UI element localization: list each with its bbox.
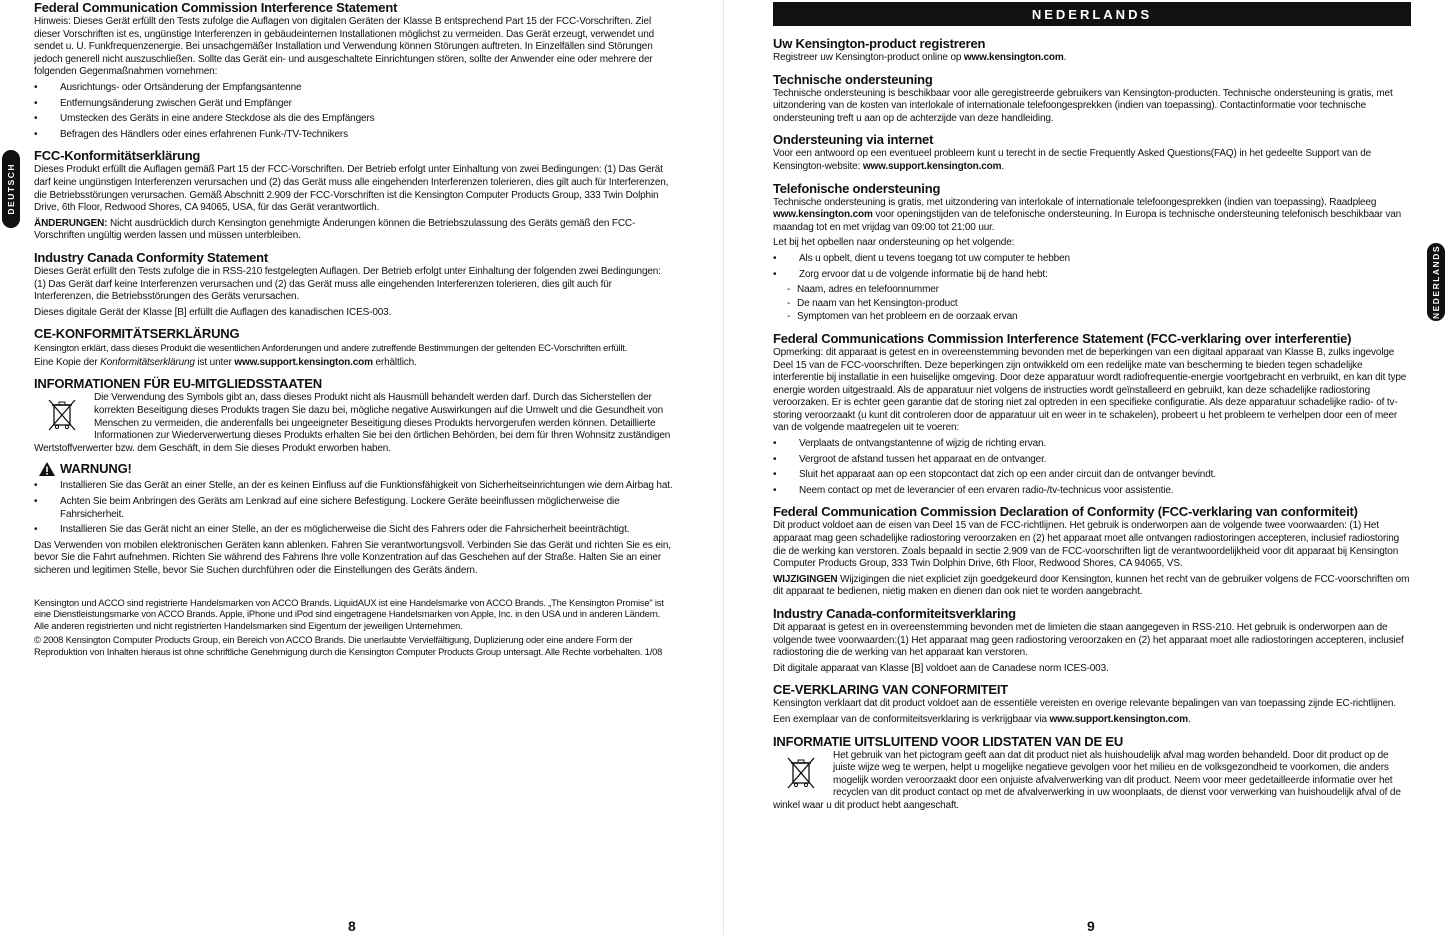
register-title: Uw Kensington-product registreren (773, 36, 986, 51)
ic-title: Industry Canada-conformiteitsverklaring (773, 606, 1016, 621)
list-item: • Sluit het apparaat aan op een stopcontact dat zich op een ander circuit dan de ontvanger bevindt. (773, 469, 1413, 482)
list-item: • Verplaats de ontvangstantenne of wijzig de richting ervan. (773, 438, 1413, 451)
fcc-title: Federal Communications Commission Interference Statement (FCC-verklaring over interferentie) (773, 330, 1352, 346)
ic-body-2: Dit digitale apparaat van Klasse [B] voldoet aan de Canadese norm ICES-003. (773, 662, 1109, 674)
warning-body: Das Verwenden von mobilen elektronischen Geräten kann ablenken. Fahren Sie verantwortungsvoll. Verbinden Sie das Gerät und richten Sie es ein, bevor Sie die Fahrt aufnehmen. Richten Sie während des Fahrens Ihre volle Konzentration auf das Geschehen auf der Straße. Halten Sie an einer sicheren und legitimen Stelle, bevor Sie Suchen durchführen oder die Einstellungen des Geräts ändern. (34, 539, 671, 576)
warning-icon (38, 461, 56, 477)
phone-bullets (773, 253, 1413, 281)
trademarks: Kensington und ACCO sind registrierte Handelsmarken von ACCO Brands. LiquidAUX ist eine Handelsmarke von ACCO Brands. „The Kensington Promise" ist eine Dienstleistungsmarke von ACCO Brands. Apple, iPhone und iPod sind eingetragene Handelsmarken von Apple, Inc. in den USA und in anderen Ländern. Alle anderen registrierten und nicht registrierten Handelsmarken sind Eigentum der jeweiligen Unternehmen. (34, 596, 664, 631)
ic-title: Industry Canada Conformity Statement (34, 249, 269, 265)
crossed-bin-icon (42, 394, 82, 434)
tech-title: Technische ondersteuning (773, 71, 933, 87)
changes-paragraph (773, 574, 1413, 599)
register-body: Registreer uw Kensington-product online op www.kensington.com. (773, 52, 1067, 63)
list-item: • Achten Sie beim Anbringen des Geräts am Lenkrad auf eine sichere Befestigung. Lockere Geräte beeinflussen möglicherweise die Fahrsicherheit. (34, 496, 674, 521)
list-item: • Umstecken des Geräts in eine andere Steckdose als die des Empfängers (34, 113, 674, 126)
list-item: - Naam, adres en telefoonnummer (773, 284, 1413, 297)
ce-body: Kensington verklaart dat dit product voldoet aan de essentiële vereisten en overige relevante bepalingen van van toepassing zijnde EC-richtlijnen. (773, 698, 1396, 710)
eu-paragraph (34, 392, 674, 455)
ce-copy: Eine Kopie der Konformitätserklärung ist unter www.support.kensington.com erhältlich. (34, 356, 417, 368)
eu-title: INFORMATIE UITSLUITEND VOOR LIDSTATEN VAN DE EU (773, 733, 1124, 749)
support-link[interactable]: www.support.kensington.com (1049, 713, 1189, 725)
phone-body: Technische ondersteuning is gratis, met uitzondering van interlokale of internationale telefoongesprekken (indien van toepassing). Raadpleeg www.kensington.com voor openingstijden van de telefonische ondersteuning. In Europa is technische ondersteuning telefonisch beschikbaar van maandag tot en met vrijdag van 09:00 tot 21:00 uur. (773, 196, 1402, 233)
eu-paragraph (773, 750, 1413, 813)
changes-body: Wijzigingen die niet expliciet zijn goedgekeurd door Kensington, kunnen het recht van de gebruiker volgens de FCC-voorschriften om dit apparaat te bedienen, nietig maken en dienen dan ook niet te worden aangebracht. (773, 573, 1410, 598)
list-item: • Neem contact op met de leverancier of een ervaren radio-/tv-technicus voor assistentie. (773, 485, 1413, 498)
ic-body: Dieses Gerät erfüllt den Tests zufolge die in RSS-210 festgelegten Auflagen. Der Betrieb erfolgt unter Einhaltung der folgenden zwei Bedingungen: (1) Das Gerät darf keine Interferenzen verursachen und (2) das Gerät muss alle eingehenden Interferenzen tolerieren, dies gilt auch für Interferenzen, die Betriebsstörungen des Geräts verursachen. (34, 265, 661, 303)
kensington-link[interactable]: www.kensington.com (773, 209, 873, 221)
crossed-bin-icon (781, 752, 821, 792)
list-item: • Als u opbelt, dient u tevens toegang tot uw computer te hebben (773, 253, 1413, 266)
ce-copy: Een exemplaar van de conformiteitsverklaring is verkrijgbaar via www.support.kensington.com. (773, 713, 1191, 725)
side-tab-nederlands: NEDERLANDS (1427, 243, 1445, 321)
web-body: Voor een antwoord op een eventueel probleem kunt u terecht in de sectie Frequently Asked Questions(FAQ) in het gedeelte Support van de Kensington-website: www.support.kensington.com. (773, 148, 1372, 172)
ce-title: CE-KONFORMITÄTSERKLÄRUNG (34, 326, 240, 342)
doc-title: Federal Communication Commission Declaration of Conformity (FCC-verklaring van conformiteit) (773, 504, 1358, 520)
ce-body: Kensington erklärt, dass dieses Produkt die wesentlichen Anforderungen und andere zutreffende Bestimmungen der geltenden EC-Vorschriften erfüllt. (34, 342, 628, 354)
list-item: • Vergroot de afstand tussen het apparaat en de ontvanger. (773, 454, 1413, 467)
eu-title: INFORMATIONEN FÜR EU-MITGLIEDSSTAATEN (34, 376, 322, 392)
conformity-title: FCC-Konformitätserklärung (34, 148, 201, 164)
fcc-body: Opmerking: dit apparaat is getest en in overeenstemming bevonden met de beperkingen van een digitaal apparaat van Klasse B, zulks ingevolge Deel 15 van de FCC-voorschriften. Deze beperkingen zijn ontwikkeld om een redelijke mate van bescherming te bieden tegen schadelijke interferentie bij installatie in een huiselijke omgeving. Door deze apparatuur wordt radiofrequentie-energie voortgebracht en verbruikt, en kan dit type energie worden uitgestraald. Als de apparatuur niet volgens de instructies wordt geïnstalleerd en gebruikt, kan deze schadelijke radiostoring veroorzaken. Er is echter geen garantie dat de storing niet zal optreden in een specifieke configuratie. Als deze apparatuur schadelijke radio- of tv-storing veroorzaakt (u kunt dit controleren door de apparatuur uit en weer in te schakelen), probeert u het probleem te verhelpen door een of meer van de volgende maatregelen uit te voeren: (773, 346, 1407, 434)
list-item: - De naam van het Kensington-product (773, 298, 1413, 311)
warning-heading: WARNUNG! (38, 461, 674, 477)
doc-body: Dit product voldoet aan de eisen van Deel 15 van de FCC-richtlijnen. Het gebruik is onderworpen aan de volgende twee voorwaarden: (1) Het apparaat mag geen schadelijke radiostoring veroorzaken en (2) het apparaat moet alle ontvangen radiostoringen accepteren, inclusief radiostoring die de werking kan verstoren. Zoals bepaald in sectie 2.909 van de FCC-voorschriften ligt de verantwoordelijkheid voor dit apparaat bij Kensington Computer Products Group, 333 Twin Dolphin Drive, 6th Floor, Redwood Shores, CA 94065, VS. (773, 520, 1400, 570)
language-banner: NEDERLANDS (773, 2, 1411, 26)
fcc-body: Hinweis: Dieses Gerät erfüllt den Tests zufolge die Auflagen von digitalen Geräten der Klasse B entsprechend Part 15 der FCC-Vorschriften. Ziel dieser Vorschriften ist es, ungünstige Interferenzen in gebäudeinternen Installationen möglichst zu vermeiden. Das Gerät erzeugt, verwendet und sendet u. U. Funkfrequenzenergie. Bei unsachgemäßer Installation und Verwendung können Störungen auftreten. In Einzelfällen sind Störungen jedoch generell nicht auszuschließen. Sollte das Gerät ein- und ausgeschaltete Einrichtungen stören, sollte der Anwender eine oder mehrere der folgenden Gegenmaßnahmen vornehmen: (34, 16, 655, 78)
kensington-link[interactable]: www.kensington.com (963, 52, 1064, 63)
support-link[interactable]: www.support.kensington.com (862, 160, 1002, 172)
page-right (773, 36, 1413, 935)
side-tab-deutsch: DEUTSCH (2, 150, 20, 228)
list-item: • Befragen des Händlers oder eines erfahrenen Funk-/TV-Technikers (34, 129, 674, 142)
tech-body: Technische ondersteuning is beschikbaar voor alle geregistreerde gebruikers van Kensington-producten. Technische ondersteuning is gratis, met uitzondering van de kosten van interlokale of internationale telefoongesprekken (indien van toepassing). Contactinformatie voor technische ondersteuning treft u aan op de achterzijde van deze handleiding. (773, 87, 1393, 124)
conformity-body: Dieses Produkt erfüllt die Auflagen gemäß Part 15 der FCC-Vorschriften. Der Betrieb erfolgt unter Einhaltung von zwei Bedingungen: (1) Das Gerät darf keine ungünstigen Interferenzen verursachen und (2) das Gerät muss alle eingehenden Interferenzen tolerieren, dies gilt auch für Interferenzen, die Betriebsstörungen verursachen. Gemäß Abschnitt 2.909 der FCC-Vorschriften ist die Kensington Computer Products Group, 333 Twin Dolphin Drive, 6th Floor, Redwood Shores, CA 94065, USA, für das Gerät verantwortlich. (34, 164, 669, 214)
ic-body-2: Dieses digitale Gerät der Klasse [B] erfüllt die Auflagen des kanadischen ICES-003. (34, 306, 392, 318)
changes-label: ÄNDERUNGEN: (34, 217, 108, 229)
phone-dash-list (773, 284, 1413, 324)
ic-body: Dit apparaat is getest en in overeenstemming bevonden met de limieten die staan aangegeven in RSS-210. Het gebruik is onderworpen aan de volgende twee voorwaarden:(1) Het apparaat mag geen radiostoring veroorzaken en (2) het apparaat moet alle radiostoringen accepteren, inclusief radiostoring die de werking van het apparaat kan verstoren. (773, 622, 1404, 659)
fcc-bullets (773, 438, 1413, 497)
changes-body: Nicht ausdrücklich durch Kensington genehmigte Änderungen können die Betriebszulassung des Geräts gemäß den FCC-Vorschriften ungültig werden lassen und müssen unterbleiben. (34, 217, 636, 242)
list-item: • Entfernungsänderung zwischen Gerät und Empfänger (34, 98, 674, 111)
ce-title: CE-VERKLARING VAN CONFORMITEIT (773, 682, 1008, 698)
page-left (34, 0, 674, 935)
eu-body: Die Verwendung des Symbols gibt an, dass dieses Produkt nicht als Hausmüll behandelt werden darf. Durch das Sicherstellen der korrekten Beseitigung dieses Produkts tragen Sie dazu bei, mögliche negative Auswirkungen auf die Umwelt und die Gesundheit von Menschen zu vermeiden, die anderenfalls bei ungeeigneter Beseitigung dieses Produkts hervorgerufen werden können. Detaillierte Informationen zur Wiederverwertung dieses Produkts erhalten Sie bei den örtlichen Behörden, bei dem für Ihren Wohnsitz zuständigen Wertstoffverwerter bzw. dem Geschäft, in dem Sie dieses Produkt erworben haben. (34, 392, 671, 454)
list-item: • Zorg ervoor dat u de volgende informatie bij de hand hebt: (773, 269, 1413, 282)
fcc-title: Federal Communication Commission Interference Statement (34, 0, 398, 15)
page-number-right: 9 (1087, 918, 1095, 934)
eu-body: Het gebruik van het pictogram geeft aan dat dit product niet als huishoudelijk afval mag worden behandeld. Door dit product op de juiste wijze weg te werpen, helpt u mogelijke negatieve gevolgen voor het milieu en de volksgezondheid te voorkomen, die anders mogelijk worden veroorzaakt door een onjuiste afvalverwerking van dit product. Neem voor meer gedetailleerde informatie over het recyclen van dit product contact op met de afvalverwerking in uw woonplaats, de dienst voor verwerking van huishoudelijk afval of de winkel waar u dit product hebt aangeschaft. (773, 749, 1401, 811)
web-title: Ondersteuning via internet (773, 132, 934, 148)
phone-body-2: Let bij het opbellen naar ondersteuning op het volgende: (773, 237, 1015, 249)
changes-label: WIJZIGINGEN (773, 573, 838, 585)
fcc-bullets (34, 82, 674, 141)
list-item: • Ausrichtungs- oder Ortsänderung der Empfangsantenne (34, 82, 674, 95)
copyright: © 2008 Kensington Computer Products Group, ein Bereich von ACCO Brands. Die unerlaubte Vervielfältigung, Duplizierung oder eine andere Form der Reproduktion von Inhalten hieraus ist ohne schriftliche Genehmigung durch die Kensington Computer Products Group untersagt. Alle Rechte vorbehalten. 1/08 (34, 634, 663, 657)
page-number-left: 8 (348, 918, 356, 934)
phone-title: Telefonische ondersteuning (773, 180, 941, 196)
list-item: • Installieren Sie das Gerät nicht an einer Stelle, an der es möglicherweise die Sicht des Fahrers oder die Fahrsicherheit beeinträchtigt. (34, 524, 674, 537)
list-item: • Installieren Sie das Gerät an einer Stelle, an der es keinen Einfluss auf die Funktionsfähigkeit von Sicherheitseinrichtungen wie dem Airbag hat. (34, 480, 674, 493)
support-link[interactable]: www.support.kensington.com (234, 356, 373, 368)
warning-bullets (34, 480, 674, 536)
list-item: - Symptomen van het probleem en de oorzaak ervan (773, 311, 1413, 324)
changes-paragraph (34, 218, 674, 243)
page-gutter (723, 0, 724, 935)
